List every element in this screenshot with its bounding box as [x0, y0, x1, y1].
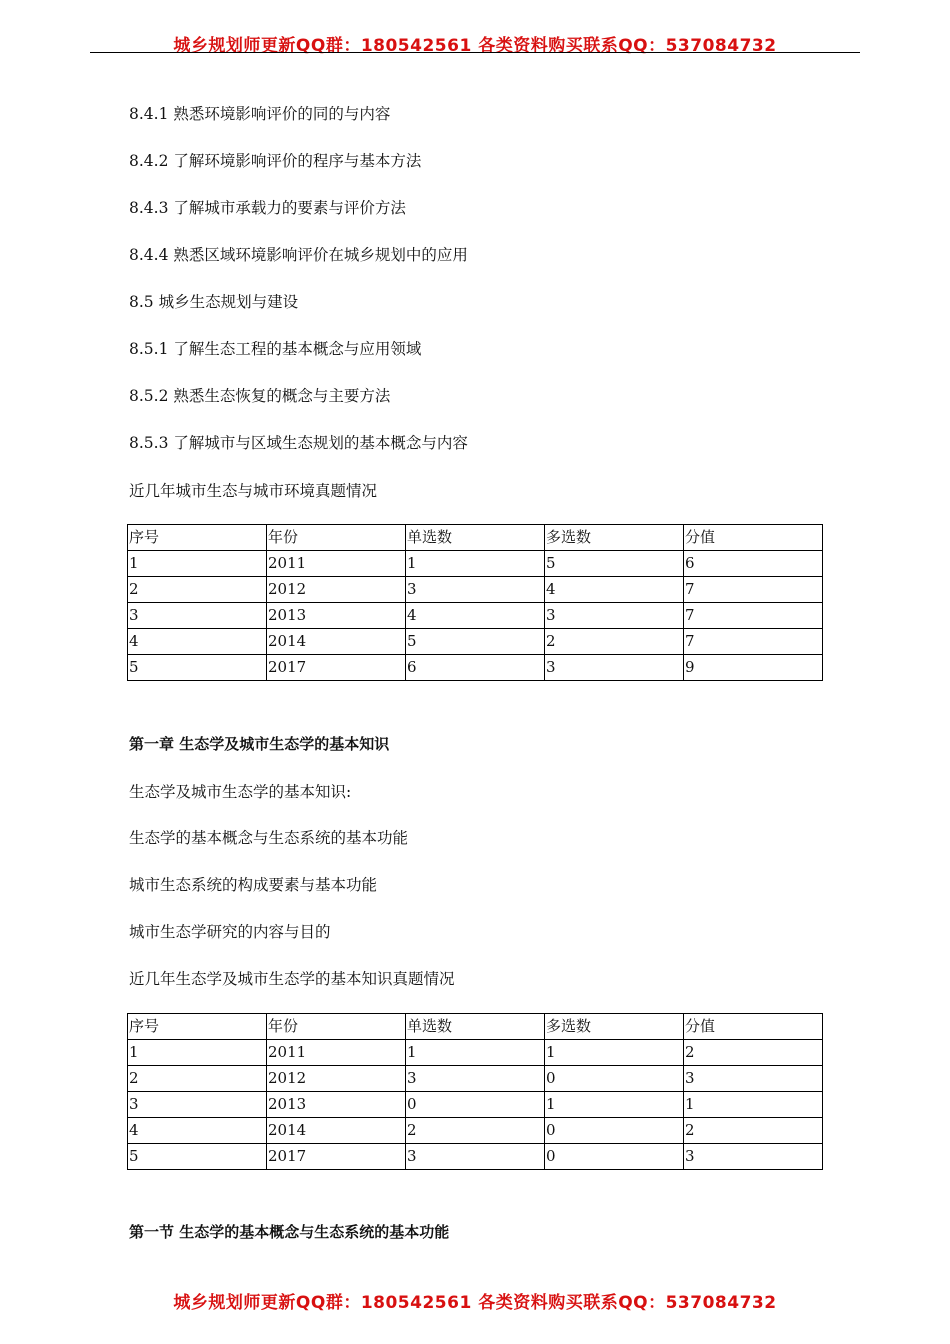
table-cell: 0: [545, 1066, 684, 1092]
table-cell: 2014: [267, 1118, 406, 1144]
table-row: [128, 1066, 823, 1092]
table-cell: 3: [545, 603, 684, 629]
table-cell: 2: [545, 629, 684, 655]
table-cell: 3: [128, 603, 267, 629]
outline-item: 8.5.3 了解城市与区域生态规划的基本概念与内容: [129, 434, 468, 452]
table-cell: 1: [684, 1092, 823, 1118]
table-cell: 1: [406, 1040, 545, 1066]
header-cell: 单选数: [406, 1014, 545, 1040]
chapter-line: 生态学及城市生态学的基本知识:: [129, 783, 352, 801]
table-cell: 7: [684, 629, 823, 655]
header-cell: 序号: [128, 1014, 267, 1040]
header-cell: 分值: [684, 525, 823, 551]
table-cell: 5: [406, 629, 545, 655]
outline-item: 8.5.1 了解生态工程的基本概念与应用领域: [129, 340, 422, 358]
table-row: [128, 577, 823, 603]
table-cell: 2014: [267, 629, 406, 655]
table-row: [128, 1092, 823, 1118]
table-cell: 4: [128, 1118, 267, 1144]
table-cell: 6: [406, 655, 545, 681]
table-cell: 0: [545, 1144, 684, 1170]
chapter-title: 第一章 生态学及城市生态学的基本知识: [129, 735, 390, 753]
table-cell: 3: [684, 1144, 823, 1170]
outline-item: 8.4.3 了解城市承载力的要素与评价方法: [129, 199, 406, 217]
table-cell: 3: [406, 1066, 545, 1092]
table-cell: 7: [684, 603, 823, 629]
table-cell: 2017: [267, 1144, 406, 1170]
outline-item: 8.4.2 了解环境影响评价的程序与基本方法: [129, 152, 422, 170]
table-cell: 0: [406, 1092, 545, 1118]
table-cell: 2: [684, 1040, 823, 1066]
header-cell: 多选数: [545, 1014, 684, 1040]
exam-stats-table-2: [127, 1013, 823, 1170]
table-cell: 7: [684, 577, 823, 603]
table-row: [128, 603, 823, 629]
table-row: [128, 1118, 823, 1144]
table-cell: 2013: [267, 603, 406, 629]
table-row: [128, 629, 823, 655]
header-cell: 分值: [684, 1014, 823, 1040]
footer-banner: 城乡规划师更新QQ群：180542561 各类资料购买联系QQ：537084732: [173, 1293, 777, 1313]
table-cell: 3: [684, 1066, 823, 1092]
table-cell: 2012: [267, 577, 406, 603]
table-cell: 4: [545, 577, 684, 603]
table-cell: 1: [128, 551, 267, 577]
table-cell: 1: [128, 1040, 267, 1066]
table-row: [128, 655, 823, 681]
table-cell: 0: [545, 1118, 684, 1144]
table-cell: 5: [128, 655, 267, 681]
outline-item: 8.5.2 熟悉生态恢复的概念与主要方法: [129, 387, 391, 405]
header-banner: 城乡规划师更新QQ群：180542561 各类资料购买联系QQ：537084732: [173, 36, 777, 56]
table-cell: 2011: [267, 551, 406, 577]
chapter-line: 城市生态学研究的内容与目的: [129, 923, 331, 941]
table-row: [128, 1040, 823, 1066]
table-cell: 3: [406, 577, 545, 603]
table-cell: 2011: [267, 1040, 406, 1066]
table-header-row: [128, 525, 823, 551]
header-cell: 单选数: [406, 525, 545, 551]
header-rule: [90, 52, 860, 53]
table-cell: 3: [545, 655, 684, 681]
table-cell: 5: [545, 551, 684, 577]
table-cell: 3: [128, 1092, 267, 1118]
table2-caption: 近几年生态学及城市生态学的基本知识真题情况: [129, 970, 455, 988]
table-cell: 2013: [267, 1092, 406, 1118]
table-cell: 2: [128, 1066, 267, 1092]
exam-stats-table-1: [127, 524, 823, 681]
chapter-line: 生态学的基本概念与生态系统的基本功能: [129, 829, 409, 847]
table-cell: 2017: [267, 655, 406, 681]
table-cell: 3: [406, 1144, 545, 1170]
header-cell: 年份: [267, 1014, 406, 1040]
header-cell: 年份: [267, 525, 406, 551]
table-cell: 6: [684, 551, 823, 577]
table-cell: 4: [128, 629, 267, 655]
table-cell: 1: [545, 1040, 684, 1066]
section-title: 第一节 生态学的基本概念与生态系统的基本功能: [129, 1223, 450, 1241]
table-row: [128, 1144, 823, 1170]
table-cell: 2: [684, 1118, 823, 1144]
header-cell: 序号: [128, 525, 267, 551]
table-cell: 1: [545, 1092, 684, 1118]
table-cell: 2012: [267, 1066, 406, 1092]
chapter-line: 城市生态系统的构成要素与基本功能: [129, 876, 378, 894]
table-row: [128, 551, 823, 577]
table-header-row: [128, 1014, 823, 1040]
table1-caption: 近几年城市生态与城市环境真题情况: [129, 482, 378, 500]
outline-item: 8.4.1 熟悉环境影响评价的同的与内容: [129, 105, 391, 123]
header-cell: 多选数: [545, 525, 684, 551]
table-cell: 1: [406, 551, 545, 577]
table-cell: 9: [684, 655, 823, 681]
table-cell: 5: [128, 1144, 267, 1170]
outline-item: 8.4.4 熟悉区域环境影响评价在城乡规划中的应用: [129, 246, 468, 264]
table-cell: 4: [406, 603, 545, 629]
table-cell: 2: [128, 577, 267, 603]
table-cell: 2: [406, 1118, 545, 1144]
outline-item: 8.5 城乡生态规划与建设: [129, 293, 299, 311]
